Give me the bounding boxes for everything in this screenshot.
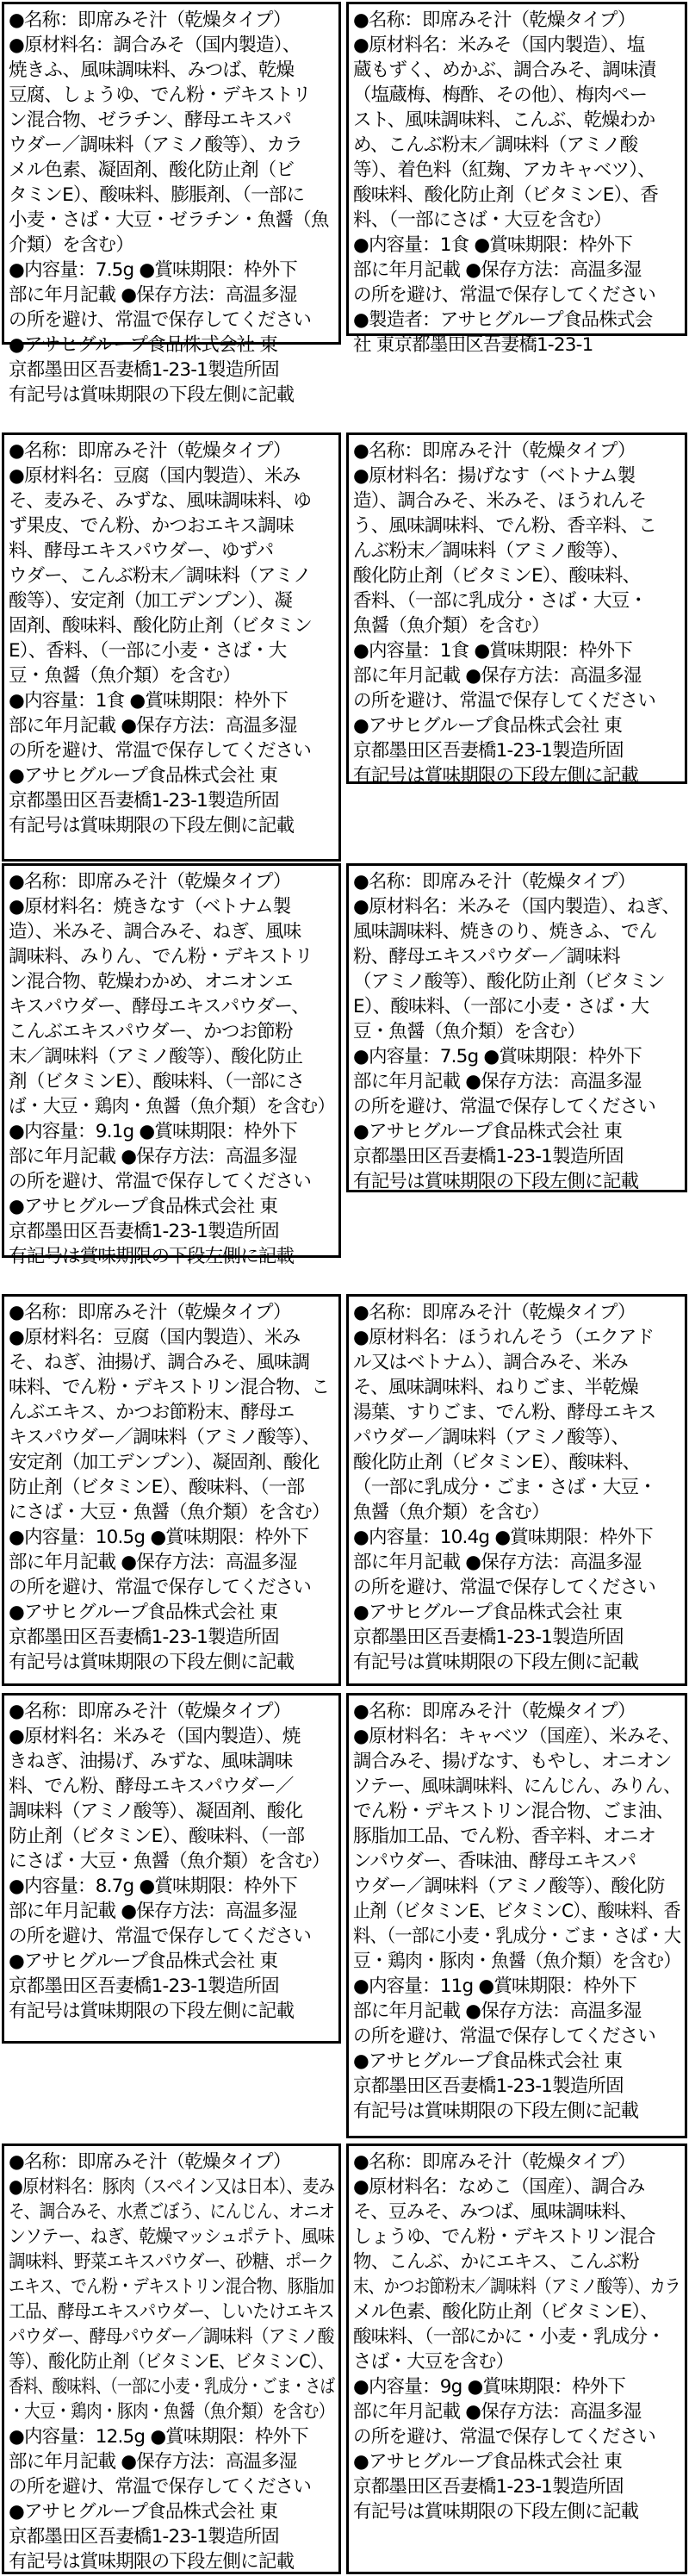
label-line: 防止剤（ビタミンE）、酸味料、（一部 — [9, 1826, 305, 1847]
label-line: ●内容量：9.1g ●賞味期限：枠外下 — [9, 1121, 297, 1142]
label-line: 京都墨田区吾妻橋1-23-1製造所固 — [9, 1976, 279, 1997]
label-line: 香料、酸味料、（一部に小麦・乳成分・ごま・さば — [9, 2376, 335, 2398]
label-panel-8 — [346, 1294, 687, 1686]
label-line: ンパウダー、香味油、酵母エキスパ — [353, 1851, 636, 1872]
label-line: 酸化防止剤（ビタミンE）、酸味料、 — [353, 1452, 641, 1473]
label-line: 京都墨田区吾妻橋1-23-1製造所固 — [9, 790, 279, 812]
label-line: ●アサヒグループ食品株式会社 東 — [9, 1951, 278, 1972]
label-line: の所を避け、常温で保存してください — [9, 1171, 312, 1192]
label-line: 酸味料、酸化防止剤（ビタミンE）、香 — [353, 184, 658, 206]
label-line: ウダー、こんぶ粉末／調味料（アミノ — [9, 565, 311, 587]
label-line: んぶエキス、かつお節粉末、酵母エ — [9, 1402, 295, 1423]
label-line: 京都墨田区吾妻橋1-23-1製造所固 — [353, 1146, 624, 1167]
label-line: ●アサヒグループ食品株式会社 東 — [353, 715, 623, 737]
label-panel-1 — [2, 2, 341, 406]
label-line: ●原材料名：ほうれんそう（エクアド — [353, 1327, 655, 1348]
label-line: ●原材料名：豆腐（国内製造）、米み — [9, 1327, 301, 1348]
label-line: 蔵もずく、めかぶ、調合みそ、調味漬 — [353, 59, 656, 81]
label-line: 料、（一部に小麦・乳成分・ごま・さば・大 — [353, 1926, 681, 1947]
label-line: ●名称：即席みそ汁（乾燥タイプ） — [353, 2151, 636, 2173]
label-line: 有記号は賞味期限の下段左側に記載 — [9, 1246, 295, 1267]
label-line: キスパウダー／調味料（アミノ酸等）、 — [9, 1427, 320, 1448]
label-line: の所を避け、常温で保存してください — [353, 1577, 656, 1598]
label-line: 料、（一部にさば・大豆を含む） — [353, 209, 611, 231]
label-line: E）、酸味料、（一部に小麦・さば・大 — [353, 996, 649, 1017]
label-panel-11 — [2, 2144, 341, 2574]
label-line: 部に年月記載 ●保存方法：高温多湿 — [353, 1071, 642, 1092]
label-line: 部に年月記載 ●保存方法：高温多湿 — [353, 259, 642, 281]
label-line: の所を避け、常温で保存してください — [353, 284, 656, 306]
label-line: 部に年月記載 ●保存方法：高温多湿 — [9, 715, 297, 737]
label-line: きねぎ、油揚げ、みずな、風味調味 — [9, 1751, 293, 1772]
label-line: にさば・大豆・魚醤（魚介類）を含む） — [9, 1502, 330, 1523]
label-line: ば・大豆・鶏肉・魚醤（魚介類）を含む） — [9, 1096, 335, 1117]
label-line: め、こんぶ粉末／調味料（アミノ酸 — [353, 134, 638, 156]
label-line: パウダー、酵母パウダー／調味料（アミノ酸 — [9, 2326, 334, 2348]
label-line: ・大豆・鶏肉・豚肉・魚醤（魚介類）を含む） — [9, 2401, 334, 2423]
label-line: ●内容量：1食 ●賞味期限：枠外下 — [353, 234, 632, 256]
label-line: こんぶエキスパウダー、かつお節粉 — [9, 1021, 293, 1042]
label-line: 豆・魚醤（魚介類）を含む） — [353, 1021, 586, 1042]
label-line: 魚醤（魚介類）を含む） — [353, 615, 549, 637]
label-line: ●内容量：9g ●賞味期限：枠外下 — [353, 2376, 626, 2398]
label-line: 有記号は賞味期限の下段左側に記載 — [9, 384, 295, 406]
label-line: メル色素、酸化防止剤（ビタミンE）、 — [353, 2301, 658, 2323]
label-line: 有記号は賞味期限の下段左側に記載 — [9, 815, 295, 837]
label-line: ●アサヒグループ食品株式会社 東 — [353, 1121, 623, 1142]
label-line: ン混合物、乾燥わかめ、オニオンエ — [9, 971, 293, 992]
label-line: 料、酵母エキスパウダー、ゆずパ — [9, 540, 274, 562]
label-line: 京都墨田区吾妻橋1-23-1製造所固 — [9, 359, 279, 381]
label-line: ●名称：即席みそ汁（乾燥タイプ） — [9, 9, 291, 31]
label-panel-5 — [2, 863, 341, 1267]
label-line: 豆腐、しょうゆ、でん粉・デキストリ — [9, 84, 311, 106]
label-line: ンソテー、ねぎ、乾燥マッシュポテト、風味 — [9, 2226, 334, 2248]
label-line: ウダー／調味料（アミノ酸等）、カラ — [9, 134, 302, 156]
label-line: ●アサヒグループ食品株式会社 東 — [9, 1196, 278, 1217]
label-line: ●内容量：12.5g ●賞味期限：枠外下 — [9, 2426, 308, 2448]
label-line: 造）、調合みそ、米みそ、ほうれんそ — [353, 490, 647, 512]
label-line: 有記号は賞味期限の下段左側に記載 — [353, 2501, 639, 2523]
label-line: ●原材料名：豚肉（スペイン又は日本）、麦み — [9, 2176, 335, 2198]
label-line: ●内容量：10.5g ●賞味期限：枠外下 — [9, 1527, 308, 1548]
label-line: 調味料、みりん、でん粉・デキストリ — [9, 946, 313, 968]
label-line: 等）、着色料（紅麹、アカキャベツ）、 — [353, 159, 655, 181]
label-line: 京都墨田区吾妻橋1-23-1製造所固 — [353, 2476, 624, 2498]
label-line: ソテー、風味調味料、にんじん、みりん、 — [353, 1776, 681, 1797]
label-line: ●原材料名：米みそ（国内製造）、塩 — [353, 34, 645, 56]
label-line: ●名称：即席みそ汁（乾燥タイプ） — [353, 871, 636, 893]
label-line: ●原材料名：豆腐（国内製造）、米み — [9, 465, 301, 487]
label-line: ウダー／調味料（アミノ酸等）、酸化防 — [353, 1876, 665, 1897]
label-line: 部に年月記載 ●保存方法：高温多湿 — [9, 1146, 297, 1167]
label-line: そ、ねぎ、油揚げ、調合みそ、風味調 — [9, 1352, 310, 1373]
label-line: の所を避け、常温で保存してください — [9, 2476, 312, 2498]
label-line: ●名称：即席みそ汁（乾燥タイプ） — [353, 440, 636, 462]
label-line: ル又はベトナム）、調合みそ、米み — [353, 1352, 628, 1373]
label-line: ●アサヒグループ食品株式会社 東 — [9, 334, 278, 356]
label-line: にさば・大豆・魚醤（魚介類）を含む） — [9, 1851, 330, 1872]
label-line: 京都墨田区吾妻橋1-23-1製造所固 — [9, 2526, 279, 2548]
label-line: 酸化防止剤（ビタミンE）、酸味料、 — [353, 565, 641, 587]
label-panel-2 — [346, 2, 687, 356]
label-line: 工品、酵母エキスパウダー、しいたけエキス — [9, 2301, 334, 2323]
label-panel-9 — [2, 1693, 341, 2044]
label-line: ●アサヒグループ食品株式会社 東 — [9, 2501, 278, 2523]
label-line: キスパウダー、酵母エキスパウダー、 — [9, 996, 309, 1017]
label-panel-7 — [2, 1294, 341, 1686]
label-line: （塩蔵梅、梅酢、その他）、梅肉ペー — [353, 84, 648, 106]
label-line: 社 東京都墨田区吾妻橋1-23-1 — [353, 334, 593, 356]
label-line: 有記号は賞味期限の下段左側に記載 — [353, 1652, 639, 1673]
label-panel-10 — [346, 1693, 687, 2138]
label-line: ●原材料名：米みそ（国内製造）、ねぎ、 — [353, 896, 680, 918]
label-line: ●原材料名：焼きなす（ベトナム製 — [9, 896, 291, 918]
label-panel-3 — [2, 432, 341, 862]
label-line: ●名称：即席みそ汁（乾燥タイプ） — [9, 2151, 291, 2173]
label-line: ●原材料名：キャベツ（国産）、米みそ、 — [353, 1726, 680, 1747]
label-line: ●アサヒグループ食品株式会社 東 — [353, 1602, 623, 1623]
label-line: 部に年月記載 ●保存方法：高温多湿 — [353, 1552, 642, 1573]
label-line: 止剤（ビタミンE、ビタミンC）、酸味料、香 — [353, 1901, 680, 1922]
label-line: 部に年月記載 ●保存方法：高温多湿 — [9, 1901, 297, 1922]
label-line: 末、かつお節粉末／調味料（アミノ酸等）、カラ — [353, 2276, 680, 2298]
label-line: 介類）を含む） — [9, 234, 133, 256]
label-line: 調味料（アミノ酸等）、凝固剤、酸化 — [9, 1801, 303, 1822]
label-line: さば・大豆を含む） — [353, 2351, 514, 2373]
label-line: の所を避け、常温で保存してください — [9, 309, 312, 331]
label-line: そ、豆みそ、みつば、風味調味料、 — [353, 2201, 637, 2223]
label-line: 造）、米みそ、調合みそ、ねぎ、風味 — [9, 921, 301, 943]
label-line: ●内容量：8.7g ●賞味期限：枠外下 — [9, 1876, 297, 1897]
label-line: 味料、でん粉・デキストリン混合物、こ — [9, 1377, 330, 1398]
label-line: そ、調合みそ、水煮ごぼう、にんじん、オニオ — [9, 2201, 335, 2223]
label-line: 豆・魚醤（魚介類）を含む） — [9, 665, 241, 687]
label-line: 部に年月記載 ●保存方法：高温多湿 — [9, 1552, 297, 1573]
label-line: 有記号は賞味期限の下段左側に記載 — [353, 1171, 639, 1192]
label-line: 安定剤（加工デンプン）、凝固剤、酸化 — [9, 1452, 320, 1473]
label-line: 物、こんぶ、かにエキス、こんぶ粉 — [353, 2251, 639, 2273]
label-line: ●内容量：10.4g ●賞味期限：枠外下 — [353, 1527, 653, 1548]
label-line: 小麦・さば・大豆・ゼラチン・魚醤（魚 — [9, 209, 329, 231]
label-line: ●名称：即席みそ汁（乾燥タイプ） — [9, 1701, 291, 1722]
label-line: ●名称：即席みそ汁（乾燥タイプ） — [9, 871, 291, 893]
label-panel-4 — [346, 432, 687, 787]
label-line: の所を避け、常温で保存してください — [353, 690, 656, 712]
label-line: 京都墨田区吾妻橋1-23-1製造所固 — [353, 2075, 624, 2097]
label-line: 料、でん粉、酵母エキスパウダー／ — [9, 1776, 294, 1797]
label-line: ●アサヒグループ食品株式会社 東 — [9, 1602, 278, 1623]
label-line: ●アサヒグループ食品株式会社 東 — [9, 765, 278, 787]
label-line: 京都墨田区吾妻橋1-23-1製造所固 — [9, 1221, 279, 1242]
label-line: 京都墨田区吾妻橋1-23-1製造所固 — [9, 1627, 279, 1648]
label-line: ●名称：即席みそ汁（乾燥タイプ） — [9, 1302, 291, 1323]
label-line: の所を避け、常温で保存してください — [9, 740, 312, 762]
label-line: 風味調味料、焼きのり、焼きふ、でん — [353, 921, 657, 943]
label-line: スト、風味調味料、こんぶ、乾燥わか — [353, 109, 655, 131]
label-line: 剤（ビタミンE）、酸味料、（一部にさ — [9, 1071, 305, 1092]
label-line: タミンE）、酸味料、膨脹剤、（一部に — [9, 184, 305, 206]
label-line: でん粉・デキストリン混合物、ごま油、 — [353, 1801, 674, 1822]
label-line: 豆・鶏肉・豚肉・魚醤（魚介類）を含む） — [353, 1951, 681, 1972]
label-line: 粉、酵母エキスパウダー／調味料 — [353, 946, 620, 968]
label-line: 焼きふ、風味調味料、みつば、乾燥 — [9, 59, 295, 81]
label-line: 調味料、野菜エキスパウダー、砂糖、ポーク — [9, 2251, 334, 2273]
label-line: ●内容量：1食 ●賞味期限：枠外下 — [353, 640, 632, 662]
label-line: の所を避け、常温で保存してください — [353, 1096, 656, 1117]
label-line: そ、風味調味料、ねりごま、半乾燥 — [353, 1377, 638, 1398]
label-line: 部に年月記載 ●保存方法：高温多湿 — [353, 665, 642, 687]
label-line: 京都墨田区吾妻橋1-23-1製造所固 — [353, 740, 624, 762]
label-line: 魚醤（魚介類）を含む） — [353, 1502, 549, 1523]
label-line: 湯葉、すりごま、でん粉、酵母エキス — [353, 1402, 656, 1423]
label-line: （アミノ酸等）、酸化防止剤（ビタミン — [353, 971, 665, 992]
label-line: ●名称：即席みそ汁（乾燥タイプ） — [353, 1701, 636, 1722]
label-line: の所を避け、常温で保存してください — [9, 1926, 312, 1947]
label-line: ●内容量：7.5g ●賞味期限：枠外下 — [353, 1046, 642, 1067]
label-line: ず果皮、でん粉、かつおエキス調味 — [9, 515, 294, 537]
label-line: 部に年月記載 ●保存方法：高温多湿 — [353, 2401, 642, 2423]
label-line: ●アサヒグループ食品株式会社 東 — [353, 2050, 623, 2072]
label-line: 酸味料、（一部にかに・小麦・乳成分・ — [353, 2326, 665, 2348]
label-line: ●アサヒグループ食品株式会社 東 — [353, 2451, 623, 2473]
label-line: 豚脂加工品、でん粉、香辛料、オニオ — [353, 1826, 656, 1847]
label-line: ●名称：即席みそ汁（乾燥タイプ） — [353, 1302, 636, 1323]
label-line: 調合みそ、揚げなす、もやし、オニオン — [353, 1751, 672, 1772]
label-line: 末／調味料（アミノ酸等）、酸化防止 — [9, 1046, 303, 1067]
label-line: 部に年月記載 ●保存方法：高温多湿 — [353, 2000, 642, 2022]
label-panel-12 — [346, 2144, 687, 2574]
label-line: E）、香料、（一部に小麦・さば・大 — [9, 640, 287, 662]
label-line: パウダー／調味料（アミノ酸等）、 — [353, 1427, 630, 1448]
label-line: 固剤、酸味料、酸化防止剤（ビタミン — [9, 615, 312, 637]
label-panel-6 — [346, 863, 687, 1192]
label-line: 酸等）、安定剤（加工デンプン）、凝 — [9, 590, 293, 612]
label-line: ●原材料名：調合みそ（国内製造）、 — [9, 34, 301, 56]
label-line: う、風味調味料、でん粉、香辛料、こ — [353, 515, 656, 537]
label-line: 有記号は賞味期限の下段左側に記載 — [9, 2551, 295, 2573]
label-line: ●内容量：7.5g ●賞味期限：枠外下 — [9, 259, 297, 281]
label-line: そ、麦みそ、みずな、風味調味料、ゆ — [9, 490, 312, 512]
label-line: しょうゆ、でん粉・デキストリン混合 — [353, 2226, 655, 2248]
label-line: ●原材料名：揚げなす（ベトナム製 — [353, 465, 636, 487]
label-line: の所を避け、常温で保存してください — [9, 1577, 312, 1598]
label-line: 香料、（一部に乳成分・さば・大豆・ — [353, 590, 648, 612]
label-line: 防止剤（ビタミンE）、酸味料、（一部 — [9, 1477, 305, 1498]
label-line: ン混合物、ゼラチン、酵母エキスパ — [9, 109, 291, 131]
label-line: 有記号は賞味期限の下段左側に記載 — [353, 765, 639, 787]
label-line: 部に年月記載 ●保存方法：高温多湿 — [9, 2451, 297, 2473]
label-line: んぶ粉末／調味料（アミノ酸等）、 — [353, 540, 630, 562]
label-line: ●原材料名：なめこ（国産）、調合み — [353, 2176, 645, 2198]
label-line: 有記号は賞味期限の下段左側に記載 — [353, 2100, 639, 2122]
label-line: エキス、でん粉・デキストリン混合物、豚脂加 — [9, 2276, 334, 2298]
label-line: ●名称：即席みそ汁（乾燥タイプ） — [9, 440, 291, 462]
label-line: 有記号は賞味期限の下段左側に記載 — [9, 2000, 295, 2022]
label-line: 有記号は賞味期限の下段左側に記載 — [9, 1652, 295, 1673]
label-line: 等）、酸化防止剤（ビタミンE、ビタミンC）、 — [9, 2351, 334, 2373]
label-line: ●内容量：11g ●賞味期限：枠外下 — [353, 1976, 636, 1997]
label-line: ●製造者：アサヒグループ食品株式会 — [353, 309, 653, 331]
label-line: ●原材料名：米みそ（国内製造）、焼 — [9, 1726, 301, 1747]
label-line: の所を避け、常温で保存してください — [353, 2025, 656, 2047]
label-line: 部に年月記載 ●保存方法：高温多湿 — [9, 284, 297, 306]
label-line: ●内容量：1食 ●賞味期限：枠外下 — [9, 690, 288, 712]
label-line: ●名称：即席みそ汁（乾燥タイプ） — [353, 9, 636, 31]
label-line: 京都墨田区吾妻橋1-23-1製造所固 — [353, 1627, 624, 1648]
label-line: （一部に乳成分・ごま・さば・大豆・ — [353, 1477, 656, 1498]
label-line: の所を避け、常温で保存してください — [353, 2426, 656, 2448]
label-line: メル色素、凝固剤、酸化防止剤（ビ — [9, 159, 295, 181]
